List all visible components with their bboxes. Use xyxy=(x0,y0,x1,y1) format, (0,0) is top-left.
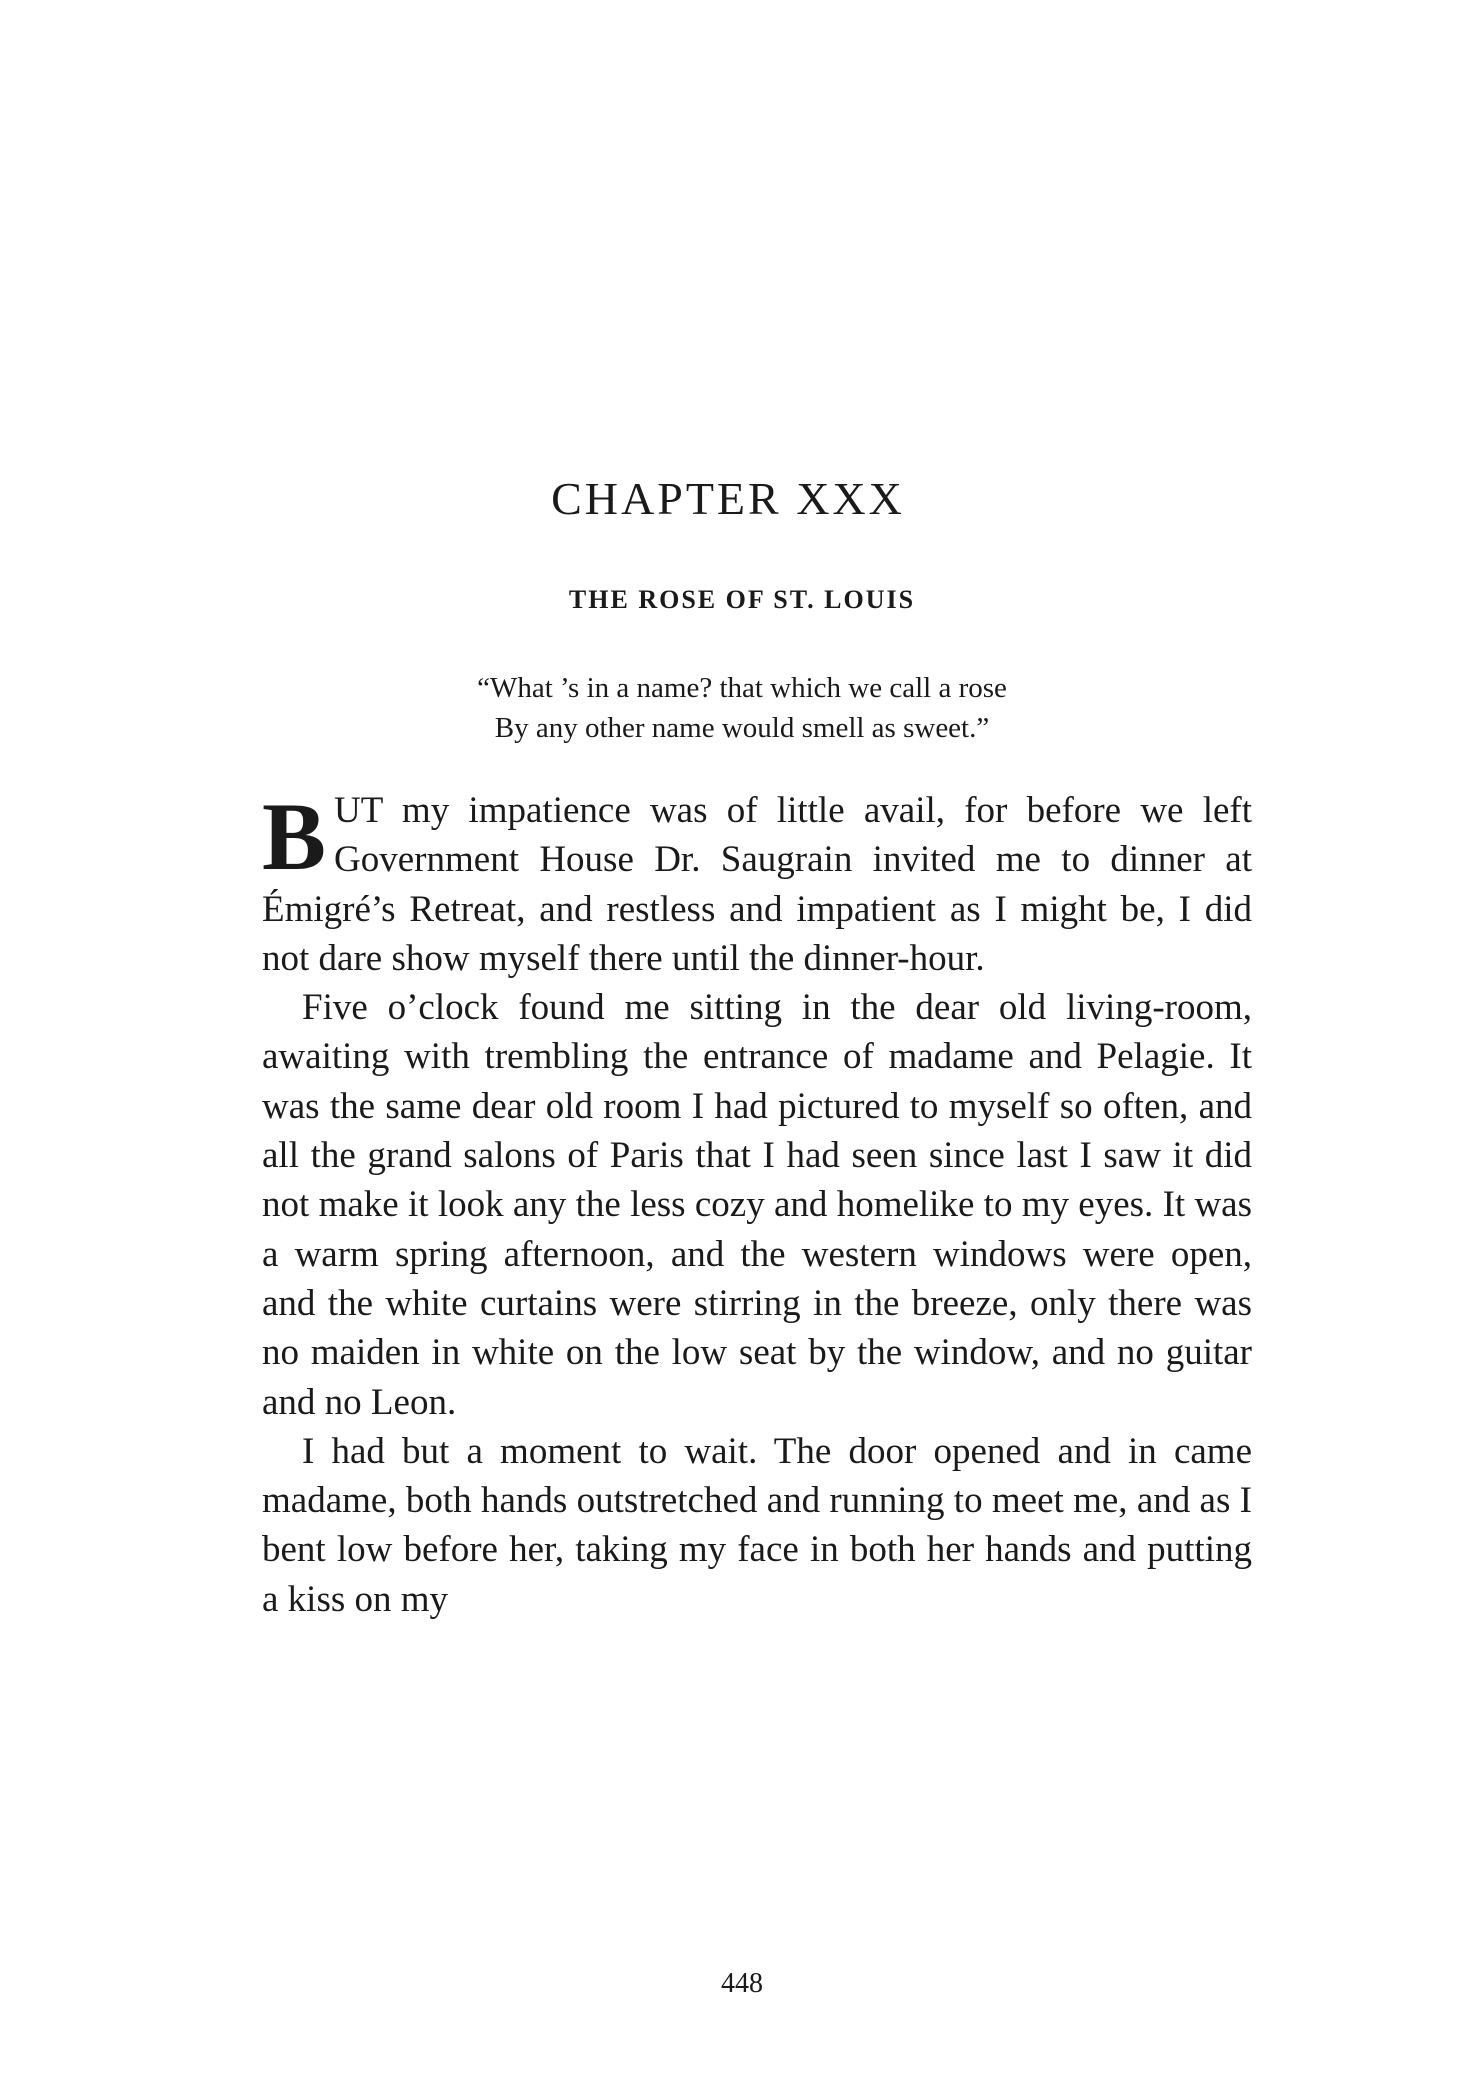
paragraph-2: Five o’clock found me sitting in the dear old living-room, awaiting with trembling the entrance of madame and Pelagie. It was the same dear old room I had pictured to myself so often, and all the grand salons of Paris that I had seen since last I saw it did not make it look any the less cozy and homelike to my eyes. It was a warm spring afternoon, and the western windows were open, and the white curtains were stirring in the breeze, only there was no maiden in white on the low seat by the window, and no guitar and no Leon. xyxy=(262,987,1252,1423)
page-number: 448 xyxy=(721,1968,763,1999)
drop-cap: B xyxy=(262,783,327,890)
body-text xyxy=(262,783,1252,1624)
epigraph-line-1: “What ’s in a name? that which we call a rose xyxy=(477,672,1007,704)
epigraph xyxy=(0,668,1484,748)
paragraph-1 xyxy=(262,783,1252,983)
epigraph-line-2: By any other name would smell as sweet.” xyxy=(494,712,990,744)
paragraph-1-text: UT my impatience was of little avail, for before we left Government House Dr. Saugrain invited me to dinner at Émigré’s Retreat, and restless and impatient as I might be, I did not dare show myself there until the dinner-hour. xyxy=(262,790,1252,979)
chapter-title: CHAPTER XXX xyxy=(551,473,905,524)
chapter-subtitle: THE ROSE OF ST. LOUIS xyxy=(568,585,916,614)
paragraph-3: I had but a moment to wait. The door opened and in came madame, both hands outstretched and running to meet me, and as I bent low before her, taking my face in both her hands and putting a kiss on my xyxy=(262,1430,1252,1620)
